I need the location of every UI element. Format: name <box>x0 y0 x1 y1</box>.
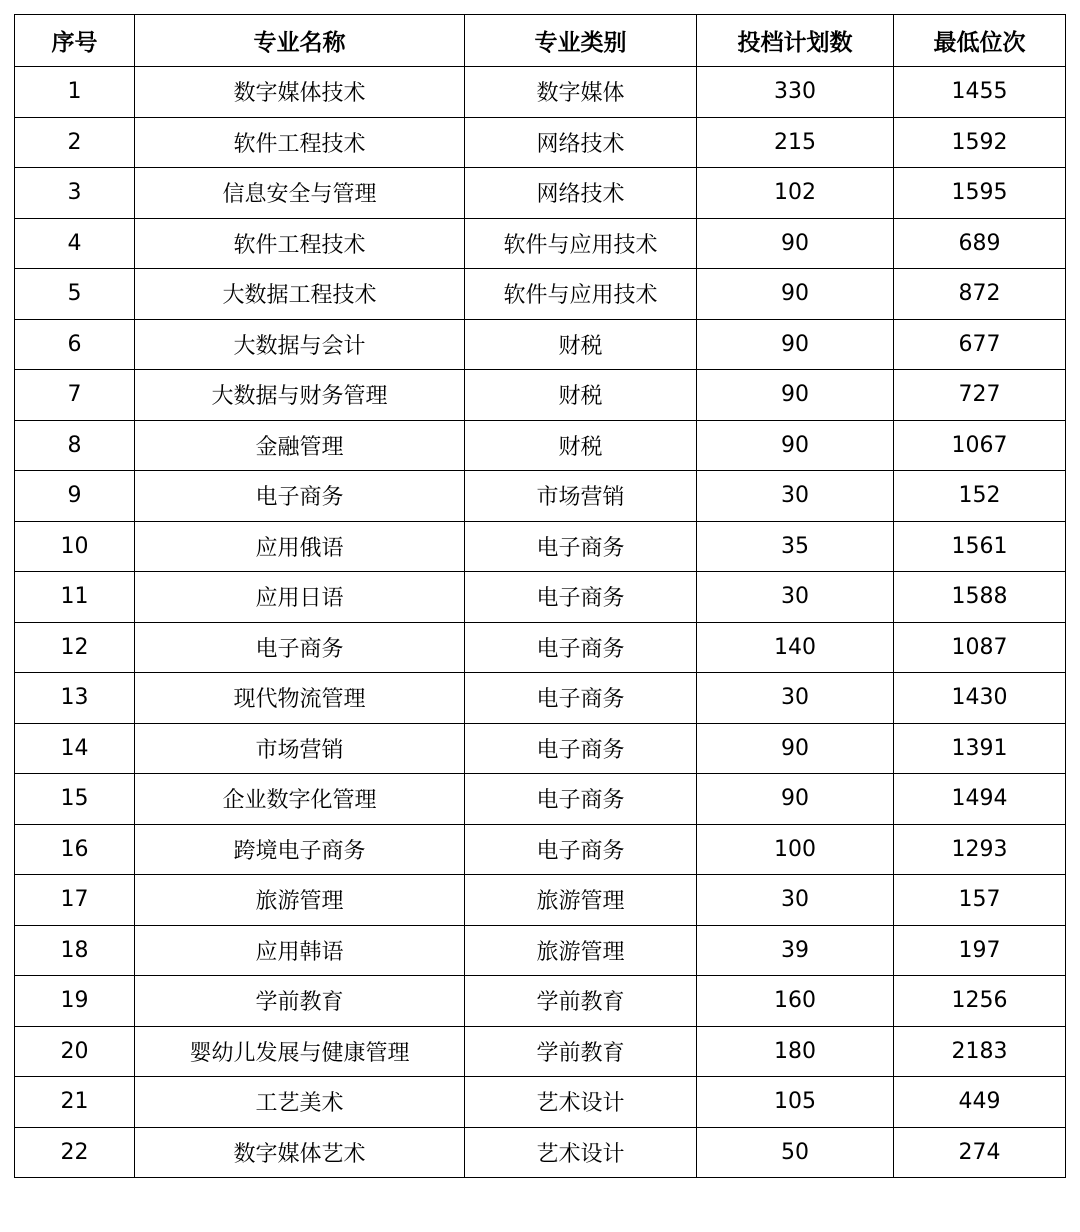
cell-min-rank: 1430 <box>894 673 1066 724</box>
cell-min-rank: 1592 <box>894 117 1066 168</box>
cell-index: 14 <box>15 723 135 774</box>
cell-index: 5 <box>15 269 135 320</box>
table-row <box>15 824 1066 875</box>
header-major-name: 专业名称 <box>135 15 465 67</box>
cell-major-category: 财税 <box>465 319 697 370</box>
cell-major-name: 大数据与财务管理 <box>135 370 465 421</box>
cell-plan-count: 50 <box>697 1127 894 1178</box>
table-row <box>15 420 1066 471</box>
cell-major-category: 网络技术 <box>465 168 697 219</box>
cell-plan-count: 102 <box>697 168 894 219</box>
cell-plan-count: 35 <box>697 521 894 572</box>
cell-min-rank: 1067 <box>894 420 1066 471</box>
cell-major-name: 应用俄语 <box>135 521 465 572</box>
cell-index: 12 <box>15 622 135 673</box>
cell-major-name: 学前教育 <box>135 976 465 1027</box>
table-row <box>15 1026 1066 1077</box>
cell-index: 3 <box>15 168 135 219</box>
cell-major-category: 学前教育 <box>465 976 697 1027</box>
cell-plan-count: 180 <box>697 1026 894 1077</box>
table-row <box>15 117 1066 168</box>
table-row <box>15 723 1066 774</box>
cell-index: 21 <box>15 1077 135 1128</box>
cell-major-name: 数字媒体艺术 <box>135 1127 465 1178</box>
table-row <box>15 572 1066 623</box>
cell-major-category: 旅游管理 <box>465 925 697 976</box>
cell-major-category: 艺术设计 <box>465 1077 697 1128</box>
cell-min-rank: 1391 <box>894 723 1066 774</box>
cell-plan-count: 30 <box>697 572 894 623</box>
cell-major-name: 电子商务 <box>135 471 465 522</box>
cell-major-name: 市场营销 <box>135 723 465 774</box>
cell-plan-count: 30 <box>697 875 894 926</box>
cell-plan-count: 330 <box>697 67 894 118</box>
cell-index: 18 <box>15 925 135 976</box>
table-row <box>15 925 1066 976</box>
cell-min-rank: 274 <box>894 1127 1066 1178</box>
cell-min-rank: 677 <box>894 319 1066 370</box>
cell-plan-count: 90 <box>697 319 894 370</box>
cell-major-name: 数字媒体技术 <box>135 67 465 118</box>
cell-min-rank: 727 <box>894 370 1066 421</box>
table-row <box>15 976 1066 1027</box>
cell-major-name: 跨境电子商务 <box>135 824 465 875</box>
cell-plan-count: 90 <box>697 218 894 269</box>
cell-major-category: 旅游管理 <box>465 875 697 926</box>
cell-major-name: 婴幼儿发展与健康管理 <box>135 1026 465 1077</box>
table-row <box>15 218 1066 269</box>
table-row <box>15 269 1066 320</box>
header-row <box>15 15 1066 67</box>
cell-min-rank: 1561 <box>894 521 1066 572</box>
cell-major-category: 市场营销 <box>465 471 697 522</box>
cell-index: 11 <box>15 572 135 623</box>
cell-plan-count: 160 <box>697 976 894 1027</box>
cell-index: 2 <box>15 117 135 168</box>
cell-min-rank: 1494 <box>894 774 1066 825</box>
cell-major-category: 电子商务 <box>465 572 697 623</box>
cell-major-category: 软件与应用技术 <box>465 269 697 320</box>
cell-min-rank: 1087 <box>894 622 1066 673</box>
cell-min-rank: 197 <box>894 925 1066 976</box>
cell-min-rank: 449 <box>894 1077 1066 1128</box>
cell-major-category: 电子商务 <box>465 622 697 673</box>
cell-index: 19 <box>15 976 135 1027</box>
cell-plan-count: 215 <box>697 117 894 168</box>
cell-plan-count: 105 <box>697 1077 894 1128</box>
cell-major-name: 旅游管理 <box>135 875 465 926</box>
cell-index: 16 <box>15 824 135 875</box>
cell-index: 4 <box>15 218 135 269</box>
cell-major-name: 大数据与会计 <box>135 319 465 370</box>
table-row <box>15 319 1066 370</box>
cell-index: 8 <box>15 420 135 471</box>
cell-min-rank: 1588 <box>894 572 1066 623</box>
header-index: 序号 <box>15 15 135 67</box>
cell-min-rank: 2183 <box>894 1026 1066 1077</box>
cell-plan-count: 30 <box>697 471 894 522</box>
cell-major-name: 工艺美术 <box>135 1077 465 1128</box>
cell-index: 9 <box>15 471 135 522</box>
table-row <box>15 875 1066 926</box>
cell-major-category: 网络技术 <box>465 117 697 168</box>
header-min-rank: 最低位次 <box>894 15 1066 67</box>
cell-major-name: 软件工程技术 <box>135 218 465 269</box>
cell-plan-count: 100 <box>697 824 894 875</box>
table-body <box>15 67 1066 1178</box>
cell-major-name: 应用日语 <box>135 572 465 623</box>
cell-major-category: 电子商务 <box>465 774 697 825</box>
table-row <box>15 471 1066 522</box>
cell-min-rank: 872 <box>894 269 1066 320</box>
cell-min-rank: 689 <box>894 218 1066 269</box>
cell-plan-count: 90 <box>697 370 894 421</box>
cell-min-rank: 1293 <box>894 824 1066 875</box>
table-row <box>15 673 1066 724</box>
table-row <box>15 67 1066 118</box>
cell-min-rank: 152 <box>894 471 1066 522</box>
cell-plan-count: 39 <box>697 925 894 976</box>
cell-major-category: 电子商务 <box>465 521 697 572</box>
cell-major-name: 信息安全与管理 <box>135 168 465 219</box>
table-row <box>15 521 1066 572</box>
cell-major-category: 电子商务 <box>465 723 697 774</box>
table-row <box>15 1077 1066 1128</box>
cell-major-name: 应用韩语 <box>135 925 465 976</box>
cell-major-name: 大数据工程技术 <box>135 269 465 320</box>
table-row <box>15 774 1066 825</box>
cell-plan-count: 90 <box>697 420 894 471</box>
cell-index: 1 <box>15 67 135 118</box>
cell-index: 22 <box>15 1127 135 1178</box>
cell-index: 13 <box>15 673 135 724</box>
admission-table <box>14 14 1066 1178</box>
cell-plan-count: 90 <box>697 269 894 320</box>
header-plan-count: 投档计划数 <box>697 15 894 67</box>
cell-index: 6 <box>15 319 135 370</box>
cell-major-name: 软件工程技术 <box>135 117 465 168</box>
cell-major-category: 电子商务 <box>465 673 697 724</box>
table-row <box>15 370 1066 421</box>
table-row <box>15 1127 1066 1178</box>
cell-major-name: 企业数字化管理 <box>135 774 465 825</box>
cell-plan-count: 90 <box>697 723 894 774</box>
cell-major-name: 现代物流管理 <box>135 673 465 724</box>
table-row <box>15 622 1066 673</box>
cell-major-category: 财税 <box>465 420 697 471</box>
cell-major-category: 数字媒体 <box>465 67 697 118</box>
cell-index: 17 <box>15 875 135 926</box>
cell-min-rank: 1455 <box>894 67 1066 118</box>
table-row <box>15 168 1066 219</box>
cell-major-category: 软件与应用技术 <box>465 218 697 269</box>
header-major-category: 专业类别 <box>465 15 697 67</box>
cell-plan-count: 140 <box>697 622 894 673</box>
cell-major-category: 艺术设计 <box>465 1127 697 1178</box>
cell-plan-count: 90 <box>697 774 894 825</box>
cell-min-rank: 1256 <box>894 976 1066 1027</box>
cell-index: 10 <box>15 521 135 572</box>
cell-min-rank: 157 <box>894 875 1066 926</box>
cell-plan-count: 30 <box>697 673 894 724</box>
cell-index: 7 <box>15 370 135 421</box>
cell-index: 15 <box>15 774 135 825</box>
cell-major-category: 电子商务 <box>465 824 697 875</box>
cell-major-category: 财税 <box>465 370 697 421</box>
cell-major-name: 电子商务 <box>135 622 465 673</box>
cell-major-category: 学前教育 <box>465 1026 697 1077</box>
cell-index: 20 <box>15 1026 135 1077</box>
cell-major-name: 金融管理 <box>135 420 465 471</box>
cell-min-rank: 1595 <box>894 168 1066 219</box>
